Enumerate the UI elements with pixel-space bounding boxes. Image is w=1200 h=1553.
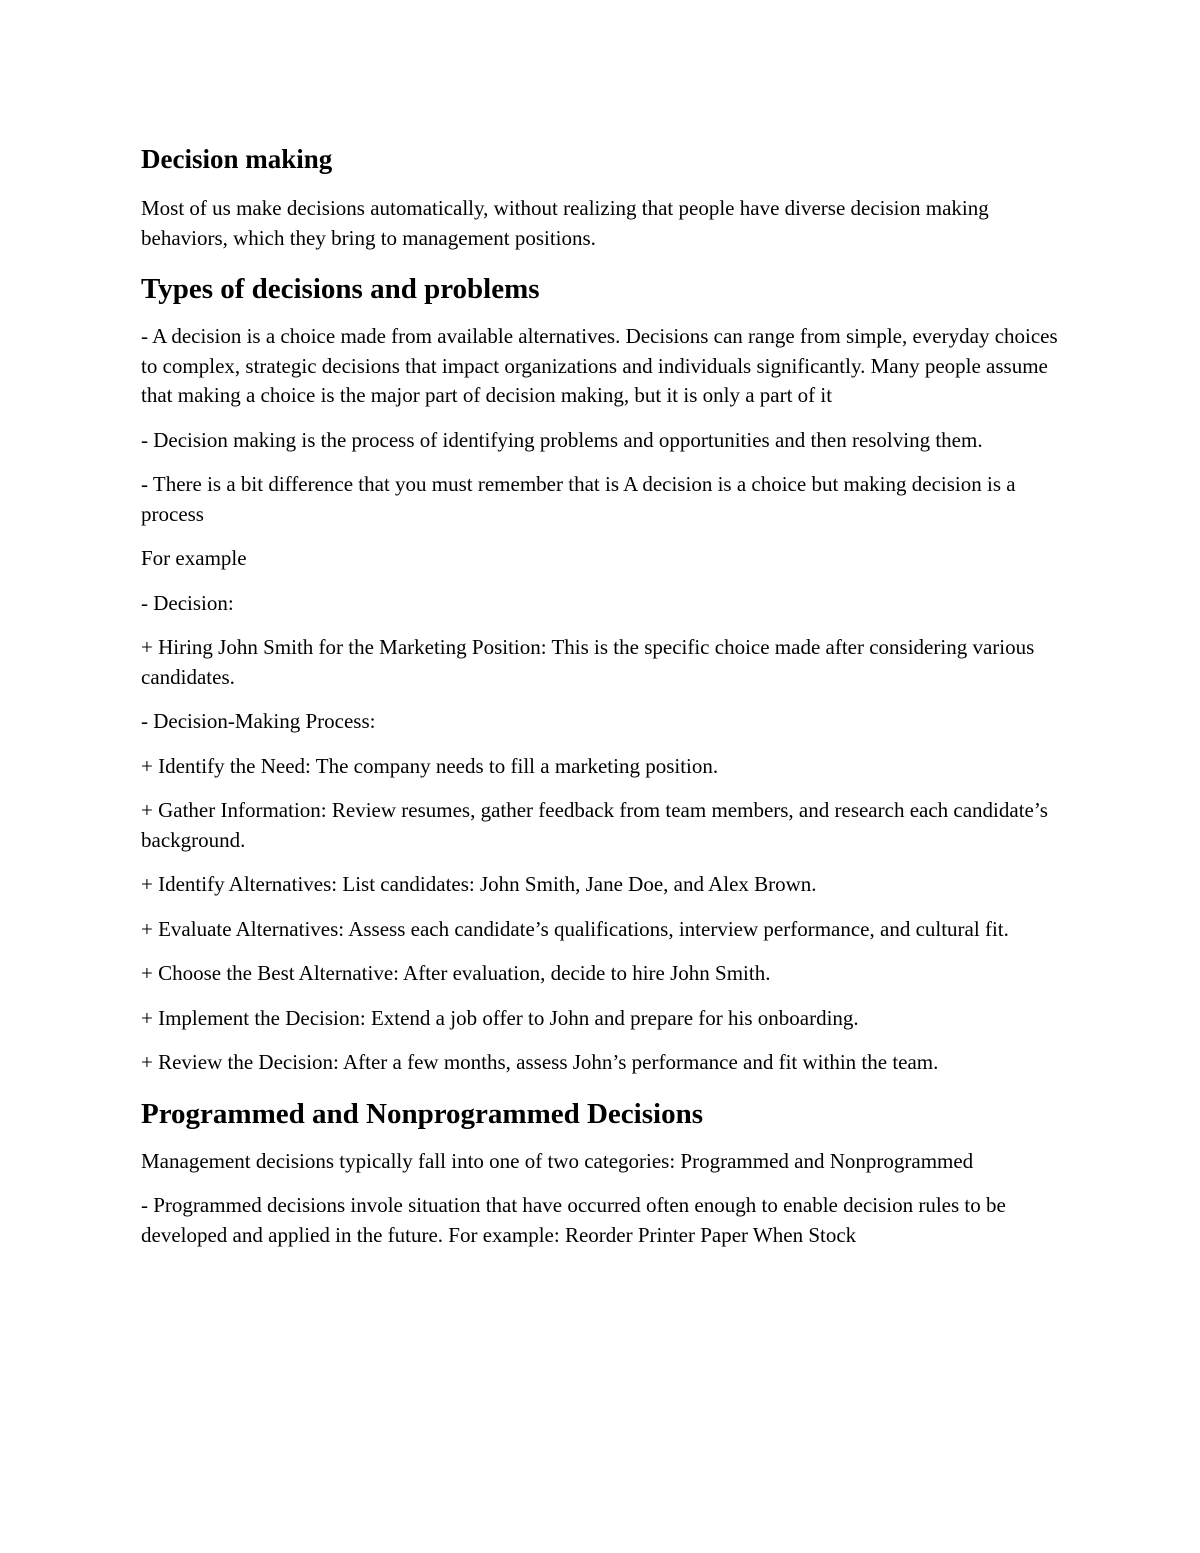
paragraph: - Programmed decisions invole situation that have occurred often enough to enable decision rules to be developed and applied in the future. For example: Reorder Printer Paper When Stock: [141, 1193, 1006, 1247]
intro-paragraph: Most of us make decisions automatically, without realizing that people have diverse decision making behaviors, which they bring to management positions.: [141, 196, 989, 250]
paragraph: + Gather Information: Review resumes, gather feedback from team members, and research each candidate’s background.: [141, 798, 1048, 852]
paragraph: + Choose the Best Alternative: After evaluation, decide to hire John Smith.: [141, 961, 771, 985]
paragraph: + Review the Decision: After a few months, assess John’s performance and fit within the team.: [141, 1050, 939, 1074]
document-title: Decision making: [141, 144, 333, 174]
paragraph: + Identify the Need: The company needs to fill a marketing position.: [141, 753, 719, 778]
paragraph: + Hiring John Smith for the Marketing Position: This is the specific choice made after considering various candidates.: [141, 635, 1035, 689]
paragraph: - Decision making is the process of identifying problems and opportunities and then resolving them.: [141, 427, 983, 452]
paragraph: For example: [141, 546, 247, 570]
paragraph: - Decision:: [141, 590, 234, 615]
paragraph: - Decision-Making Process:: [141, 709, 376, 733]
paragraph: - There is a bit difference that you must remember that is A decision is a choice but making decision is a process: [141, 472, 1016, 526]
document-page: [141, 138, 1069, 1265]
paragraph: + Identify Alternatives: List candidates: John Smith, Jane Doe, and Alex Brown.: [141, 872, 817, 896]
paragraph: + Evaluate Alternatives: Assess each candidate’s qualifications, interview performance, and cultural fit.: [141, 916, 1009, 941]
section-heading-types: Types of decisions and problems: [141, 273, 540, 305]
paragraph: - A decision is a choice made from available alternatives. Decisions can range from simple, everyday choices to complex, strategic decisions that impact organizations and individuals significantly. Many people assume that making a choice is the major part of decision making, but it is only a part of it: [141, 324, 1058, 407]
section-heading-programmed: Programmed and Nonprogrammed Decisions: [141, 1097, 703, 1130]
paragraph: Management decisions typically fall into one of two categories: Programmed and Nonprogrammed: [141, 1148, 974, 1173]
paragraph: + Implement the Decision: Extend a job offer to John and prepare for his onboarding.: [141, 1005, 859, 1030]
